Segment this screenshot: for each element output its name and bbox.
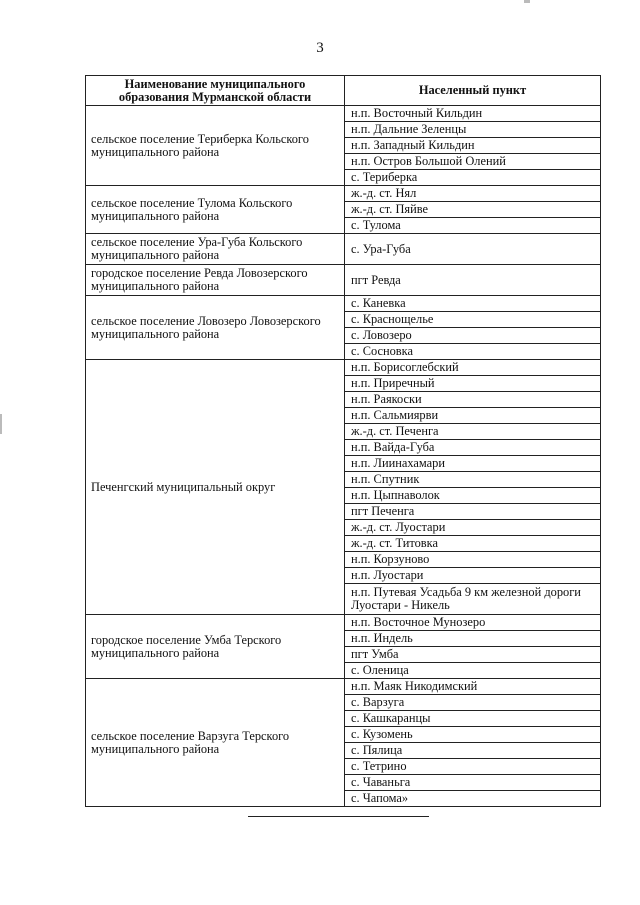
table-row xyxy=(86,265,601,296)
table-row xyxy=(86,360,601,376)
settlement-cell: н.п. Восточный Кильдин xyxy=(345,106,601,122)
settlement-cell: н.п. Индель xyxy=(345,631,601,647)
settlement-cell: с. Тулома xyxy=(345,218,601,234)
page-number: 3 xyxy=(316,40,324,56)
table-row xyxy=(86,615,601,631)
settlement-cell: н.п. Приречный xyxy=(345,376,601,392)
table-row xyxy=(86,186,601,202)
settlement-cell: пгт Печенга xyxy=(345,504,601,520)
settlement-cell: н.п. Остров Большой Олений xyxy=(345,154,601,170)
settlement-cell: ж.-д. ст. Луостари xyxy=(345,520,601,536)
settlement-cell: н.п. Цыпнаволок xyxy=(345,488,601,504)
settlement-cell: н.п. Лиинахамари xyxy=(345,456,601,472)
municipality-cell: сельское поселение Тулома Кольского муниципального района xyxy=(86,186,345,234)
municipality-cell: сельское поселение Варзуга Терского муниципального района xyxy=(86,679,345,807)
settlement-cell: с. Тетрино xyxy=(345,759,601,775)
table-body xyxy=(86,106,601,807)
settlement-cell: с. Каневка xyxy=(345,296,601,312)
settlements-table xyxy=(85,75,601,807)
closing-rule-line xyxy=(248,816,429,817)
settlement-cell: с. Сосновка xyxy=(345,344,601,360)
settlement-cell: с. Варзуга xyxy=(345,695,601,711)
header-municipality: Наименование муниципального образования Мурманской области xyxy=(86,76,345,106)
settlement-cell: н.п. Путевая Усадьба 9 км железной дороги Луостари - Никель xyxy=(345,584,601,615)
municipality-cell: Печенгский муниципальный округ xyxy=(86,360,345,615)
settlement-cell: с. Оленица xyxy=(345,663,601,679)
settlement-cell: н.п. Корзуново xyxy=(345,552,601,568)
settlement-cell: н.п. Борисоглебский xyxy=(345,360,601,376)
municipality-cell: городское поселение Умба Терского муниципального района xyxy=(86,615,345,679)
settlement-cell: пгт Умба xyxy=(345,647,601,663)
settlement-cell: н.п. Раякоски xyxy=(345,392,601,408)
settlement-cell: н.п. Вайда-Губа xyxy=(345,440,601,456)
scan-corner-mark xyxy=(524,0,530,3)
settlement-cell: н.п. Спутник xyxy=(345,472,601,488)
settlement-cell: н.п. Западный Кильдин xyxy=(345,138,601,154)
settlement-cell: н.п. Луостари xyxy=(345,568,601,584)
settlement-cell: с. Кашкаранцы xyxy=(345,711,601,727)
settlement-cell: с. Чаваньга xyxy=(345,775,601,791)
settlement-cell: ж.-д. ст. Печенга xyxy=(345,424,601,440)
header-settlement: Населенный пункт xyxy=(345,76,601,106)
municipality-cell: городское поселение Ревда Ловозерского муниципального района xyxy=(86,265,345,296)
settlement-cell: с. Ура-Губа xyxy=(345,234,601,265)
settlement-cell: с. Ловозеро xyxy=(345,328,601,344)
settlement-cell: ж.-д. ст. Пяйве xyxy=(345,202,601,218)
settlement-cell: н.п. Сальмиярви xyxy=(345,408,601,424)
settlement-cell: н.п. Маяк Никодимский xyxy=(345,679,601,695)
settlement-cell: с. Пялица xyxy=(345,743,601,759)
municipality-cell: сельское поселение Ловозеро Ловозерского муниципального района xyxy=(86,296,345,360)
settlement-cell: пгт Ревда xyxy=(345,265,601,296)
municipality-cell: сельское поселение Териберка Кольского муниципального района xyxy=(86,106,345,186)
settlement-cell: н.п. Восточное Мунозеро xyxy=(345,615,601,631)
table-row xyxy=(86,106,601,122)
scan-margin-mark xyxy=(0,414,2,434)
municipality-cell: сельское поселение Ура-Губа Кольского муниципального района xyxy=(86,234,345,265)
settlement-cell: ж.-д. ст. Титовка xyxy=(345,536,601,552)
settlement-cell: с. Кузомень xyxy=(345,727,601,743)
settlement-cell: с. Краснощелье xyxy=(345,312,601,328)
settlement-cell: н.п. Дальние Зеленцы xyxy=(345,122,601,138)
settlement-cell: ж.-д. ст. Нял xyxy=(345,186,601,202)
table-row xyxy=(86,234,601,265)
settlement-cell: с. Териберка xyxy=(345,170,601,186)
settlement-cell: с. Чапома» xyxy=(345,791,601,807)
table-row xyxy=(86,679,601,695)
table-header-row xyxy=(86,76,601,106)
table-row xyxy=(86,296,601,312)
